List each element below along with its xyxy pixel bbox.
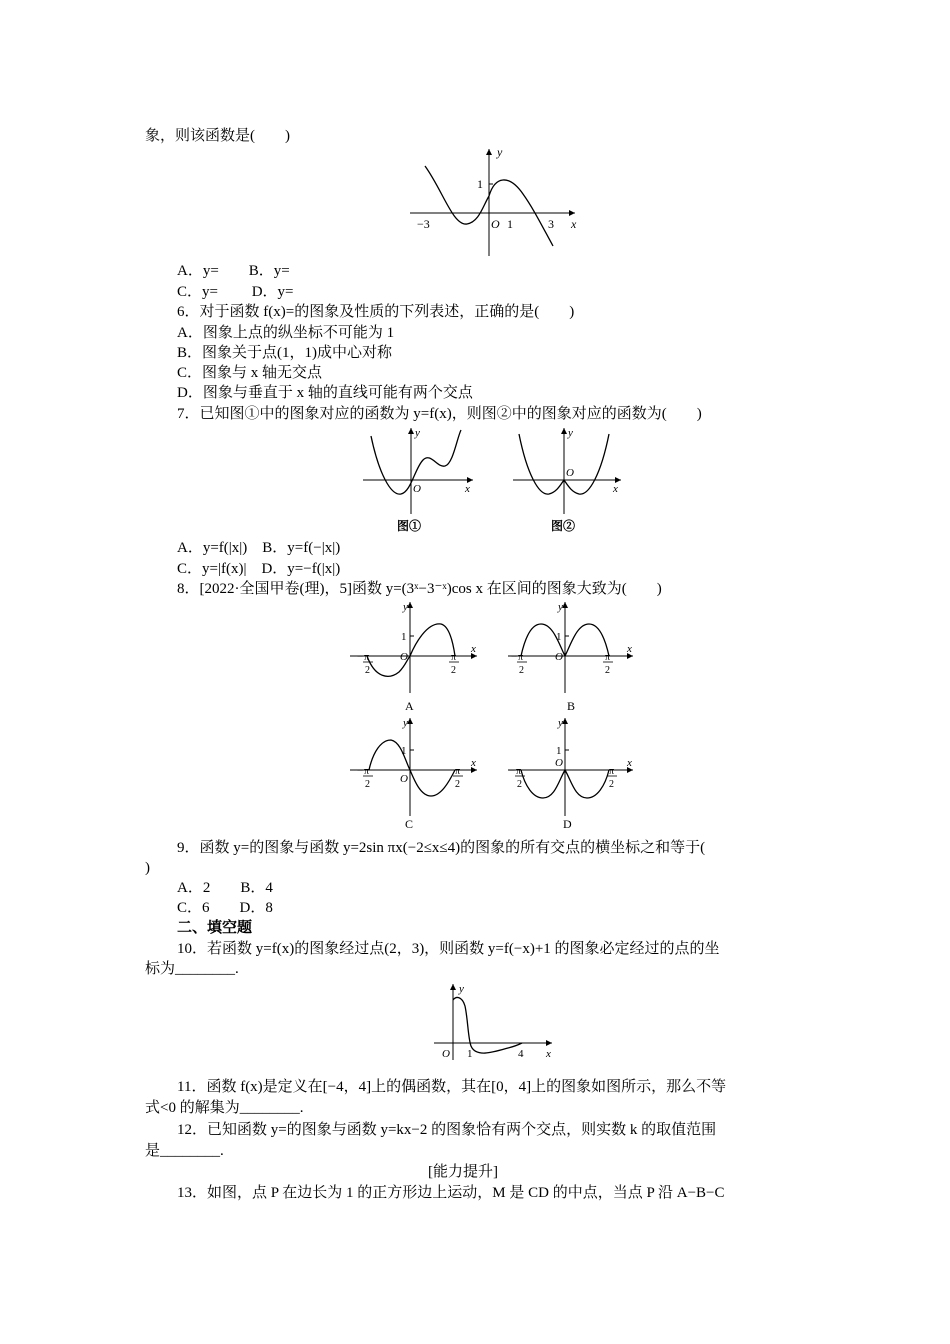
q6-option-a: A．图象上点的纵坐标不可能为 1 xyxy=(177,325,395,341)
svg-text:2: 2 xyxy=(517,779,522,790)
svg-text:O: O xyxy=(555,757,563,769)
q9-options-ab: A．2 B．4 xyxy=(177,880,273,896)
svg-text:π: π xyxy=(516,766,522,777)
svg-text:y: y xyxy=(415,427,420,439)
svg-text:B: B xyxy=(567,699,576,713)
svg-text:1: 1 xyxy=(401,745,407,757)
q13-stem: 13．如图，点 P 在边长为 1 的正方形边上运动，M 是 CD 的中点，当点 P 沿 A−B−C xyxy=(177,1185,725,1201)
svg-text:2: 2 xyxy=(365,665,370,676)
q8-graph-d xyxy=(508,717,633,831)
svg-text:2: 2 xyxy=(455,779,460,790)
svg-text:y: y xyxy=(497,145,503,159)
svg-text:y: y xyxy=(558,601,563,613)
svg-text:x: x xyxy=(571,217,577,231)
svg-text:y: y xyxy=(568,427,573,439)
svg-text:x: x xyxy=(627,757,632,769)
svg-text:π: π xyxy=(609,766,615,777)
svg-text:1: 1 xyxy=(556,631,562,643)
svg-text:O: O xyxy=(400,651,408,663)
svg-text:2: 2 xyxy=(605,665,610,676)
q7-graphs xyxy=(355,424,635,536)
svg-text:1: 1 xyxy=(467,1048,473,1060)
svg-text:y: y xyxy=(403,601,408,613)
q6-option-d: D．图象与垂直于 x 轴的直线可能有两个交点 xyxy=(177,385,473,401)
svg-text:x: x xyxy=(627,643,632,655)
q6-option-b: B．图象关于点(1，1)成中心对称 xyxy=(177,345,392,361)
svg-text:π: π xyxy=(364,652,370,663)
svg-text:2: 2 xyxy=(519,665,524,676)
svg-text:x: x xyxy=(465,483,470,495)
svg-text:π: π xyxy=(605,652,611,663)
svg-text:O: O xyxy=(566,467,574,479)
q7-stem: 7．已知图①中的图象对应的函数为 y=f(x)，则图②中的图象对应的函数为( ) xyxy=(177,406,702,422)
figure-2-caption: 图② xyxy=(551,519,576,533)
q9-stem: 9．函数 y=的图象与函数 y=2sin πx(−2≤x≤4)的图象的所有交点的横坐标之和等于( xyxy=(177,840,706,856)
svg-text:x: x xyxy=(613,483,618,495)
q5-options-ab: A．y= B．y= xyxy=(177,263,290,279)
q5-stem-cont: 象，则该函数是( ) xyxy=(145,128,290,144)
q11-stem: 11．函数 f(x)是定义在[−4，4]上的偶函数，其在[0，4]上的图象如图所示，那么不等 xyxy=(177,1079,727,1095)
q8-graph-c xyxy=(350,717,477,831)
svg-text:1: 1 xyxy=(401,631,407,643)
section-heading: 二、填空题 xyxy=(177,920,253,936)
svg-text:4: 4 xyxy=(518,1048,524,1060)
svg-text:2: 2 xyxy=(365,779,370,790)
svg-text:3: 3 xyxy=(548,217,554,231)
q11-graph xyxy=(428,980,558,1062)
svg-text:y: y xyxy=(459,983,464,995)
svg-text:O: O xyxy=(491,217,500,231)
q11-stem-cont: 式<0 的解集为________. xyxy=(145,1100,304,1116)
svg-text:2: 2 xyxy=(451,665,456,676)
svg-text:π: π xyxy=(518,652,524,663)
q5-graph xyxy=(405,146,585,261)
svg-text:−: − xyxy=(511,651,518,663)
svg-text:y: y xyxy=(558,717,563,729)
svg-text:x: x xyxy=(471,757,476,769)
svg-text:D: D xyxy=(563,817,572,831)
q9-stem-cont: ) xyxy=(145,860,150,876)
svg-text:x: x xyxy=(471,643,476,655)
q7-options-ab: A．y=f(|x|) B．y=f(−|x|) xyxy=(177,540,341,556)
svg-text:y: y xyxy=(403,717,408,729)
svg-text:π: π xyxy=(455,766,461,777)
section-subheading: [能力提升] xyxy=(428,1164,498,1180)
svg-text:2: 2 xyxy=(609,779,614,790)
svg-text:O: O xyxy=(442,1048,450,1060)
svg-text:O: O xyxy=(413,483,421,495)
svg-text:−3: −3 xyxy=(417,217,430,231)
q5-options-cd: C．y= D．y= xyxy=(177,284,294,300)
q7-options-cd: C．y=|f(x)| D．y=−f(|x|) xyxy=(177,561,341,577)
svg-text:π: π xyxy=(364,766,370,777)
svg-text:x: x xyxy=(546,1048,551,1060)
figure-1-caption: 图① xyxy=(397,519,422,533)
svg-text:A: A xyxy=(405,699,414,713)
svg-text:O: O xyxy=(555,651,563,663)
q8-graph-a xyxy=(350,601,477,713)
svg-text:π: π xyxy=(451,652,457,663)
svg-text:C: C xyxy=(405,817,414,831)
q8-graph-b xyxy=(508,601,633,713)
svg-text:1: 1 xyxy=(507,217,513,231)
q10-stem: 10．若函数 y=f(x)的图象经过点(2，3)，则函数 y=f(−x)+1 的图象必定经过的点的坐 xyxy=(177,941,720,957)
q6-option-c: C．图象与 x 轴无交点 xyxy=(177,365,323,381)
q12-stem-cont: 是________. xyxy=(145,1143,224,1159)
svg-text:1: 1 xyxy=(477,177,483,191)
q8-graphs xyxy=(345,598,645,838)
svg-text:−: − xyxy=(357,765,364,777)
svg-text:−: − xyxy=(357,651,364,663)
svg-text:−: − xyxy=(509,765,516,777)
q6-stem: 6．对于函数 f(x)=的图象及性质的下列表述，正确的是( ) xyxy=(177,304,575,320)
q10-stem-cont: 标为________. xyxy=(145,961,239,977)
q8-stem: 8．[2022·全国甲卷(理)，5]函数 y=(3ˣ−3⁻ˣ)cos x 在区间的图象大致为( ) xyxy=(177,581,662,597)
svg-text:O: O xyxy=(400,773,408,785)
q9-options-cd: C．6 D．8 xyxy=(177,900,273,916)
svg-text:1: 1 xyxy=(556,745,562,757)
q12-stem: 12．已知函数 y=的图象与函数 y=kx−2 的图象恰有两个交点，则实数 k 的取值范围 xyxy=(177,1122,717,1138)
